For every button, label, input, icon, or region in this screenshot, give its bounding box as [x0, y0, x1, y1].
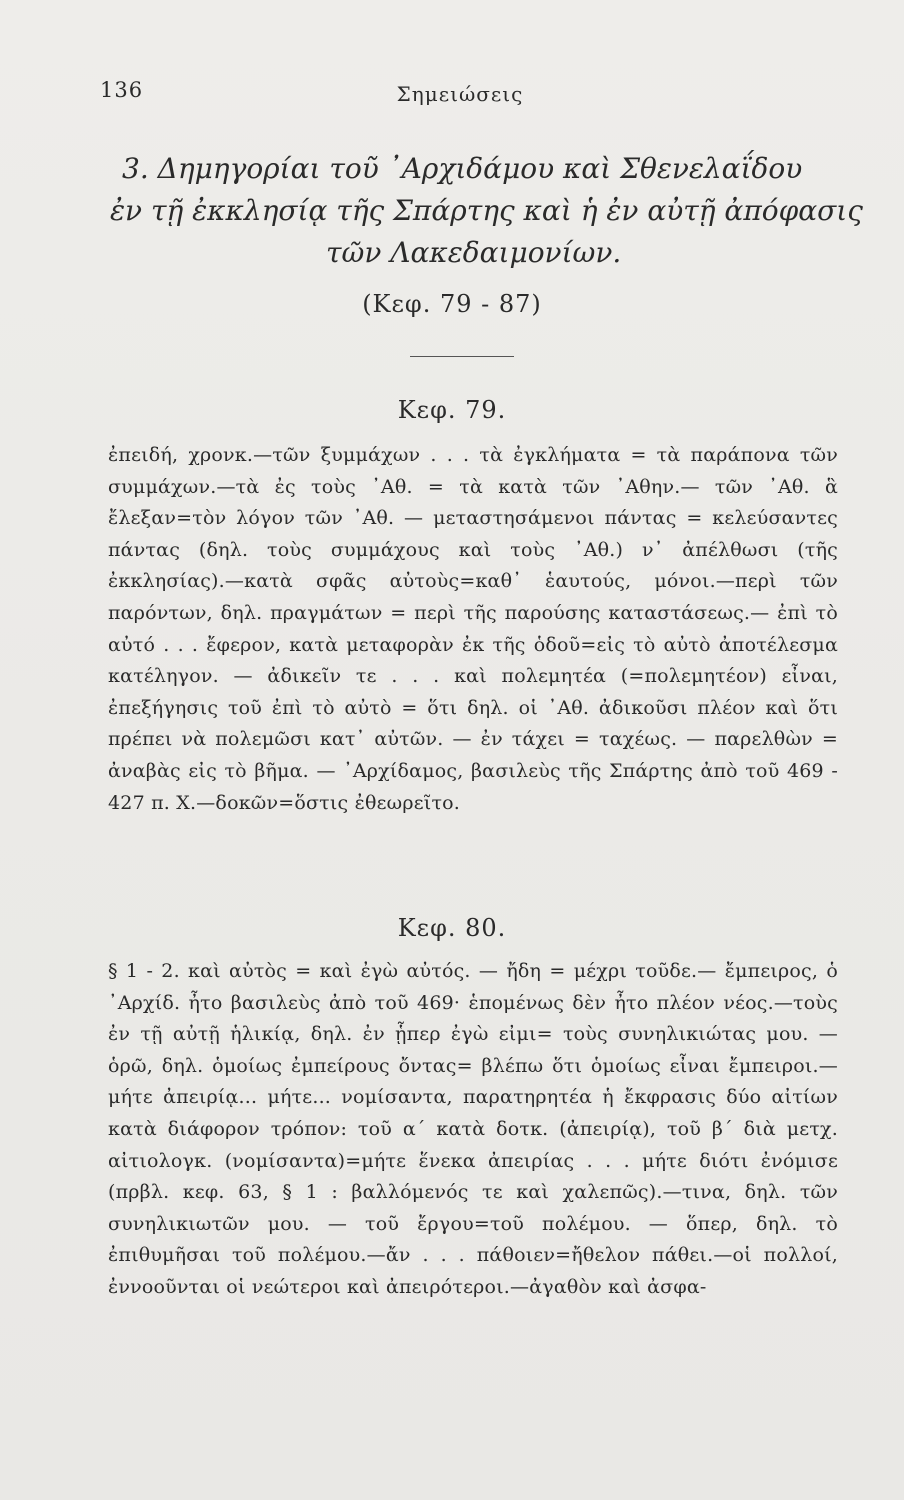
chapter-80-notes	[108, 956, 838, 1304]
divider-rule	[410, 356, 514, 357]
section-title	[110, 148, 863, 274]
title-line-1: 3. Δημηγορίαι τοῦ ᾿Αρχιδάμου καὶ Σθενελαΐδου	[122, 152, 803, 185]
chapter-80-paragraph: § 1 - 2. καὶ αὐτὸς = καὶ ἐγὼ αὐτός. — ἤδη = μέχρι τοῦδε.— ἔμπειρος, ὁ ᾿Αρχίδ. ἦτο βασιλεὺς ἀπὸ τοῦ 469· ἑπομένως δὲν ἦτο πλέον νέος.—τοὺς ἐν τῇ αὐτῇ ἡλικίᾳ, δηλ. ἐν ᾗπερ ἐγὼ εἰμι= τοὺς συνηλικιώτας μου. — ὁρῶ, δηλ. ὁμοίως ἐμπείρους ὄντας= βλέπω ὅτι ὁμοίως εἶναι ἔμπειροι.—μήτε ἀπειρίᾳ... μήτε... νομίσαντα, παρατηρητέα ἡ ἔκφρασις δύο αἰτίων κατὰ διάφορον τρόπον: τοῦ α΄ κατὰ δοτκ. (ἀπειρίᾳ), τοῦ β΄ διὰ μετχ. αἰτιολογκ. (νομίσαντα)=μήτε ἕνεκα ἀπειρίας . . . μήτε διότι ἐνόμισε (πρβλ. κεφ. 63, § 1 : βαλλόμενός τε καὶ χαλεπῶς).—τινα, δηλ. τῶν συνηλικιωτῶν μου. — τοῦ ἔργου=τοῦ πολέμου. — ὅπερ, δηλ. τὸ ἐπιθυμῆσαι τοῦ πολέμου.—ἄν . . . πάθοιεν=ἤθελον πάθει.—οἱ πολλοί, ἐννοοῦνται οἱ νεώτεροι καὶ ἀπειρότεροι.—ἀγαθὸν καὶ ἀσφα-	[108, 960, 838, 1298]
chapter-79-paragraph: ἐπειδή, χρονκ.—τῶν ξυμμάχων . . . τὰ ἐγκλήματα = τὰ παράπονα τῶν συμμάχων.—τὰ ἐς τοὺς ᾿Αθ. = τὰ κατὰ τῶν ᾿Αθην.— τῶν ᾿Αθ. ἃ ἔλεξαν=τὸν λόγον τῶν ᾿Αθ. — μεταστησάμενοι πάντας = κελεύσαντες πάντας (δηλ. τοὺς συμμάχους καὶ τοὺς ᾿Αθ.) ν᾿ ἀπέλθωσι (τῆς ἐκκλησίας).—κατὰ σφᾶς αὐτοὺς=καθ᾿ ἑαυτούς, μόνοι.—περὶ τῶν παρόντων, δηλ. πραγμάτων = περὶ τῆς παρούσης καταστάσεως.— ἐπὶ τὸ αὐτό . . . ἔφερον, κατὰ μεταφορὰν ἐκ τῆς ὁδοῦ=εἰς τὸ αὐτὸ ἀποτέλεσμα κατέληγον. — ἀδικεῖν τε . . . καὶ πολεμητέα (=πολεμητέον) εἶναι, ἐπεξήγησις τοῦ ἐπὶ τὸ αὐτὸ = ὅτι δηλ. οἱ ᾿Αθ. ἀδικοῦσι πλέον καὶ ὅτι πρέπει νὰ πολεμῶσι κατ᾿ αὐτῶν. — ἐν τάχει = ταχέως. — παρελθὼν = ἀναβὰς εἰς τὸ βῆμα. — ᾿Αρχίδαμος, βασιλεὺς τῆς Σπάρτης ἀπὸ τοῦ 469 - 427 π. Χ.—δοκῶν=ὅστις ἐθεωρεῖτο.	[108, 444, 838, 814]
running-head: Σημειώσεις	[396, 82, 524, 106]
chapter-range: (Κεφ. 79 - 87)	[362, 290, 542, 318]
chapter-heading-80: Κεφ. 80.	[397, 914, 507, 942]
page-header	[100, 78, 820, 108]
page-number: 136	[100, 78, 144, 102]
chapter-heading-79: Κεφ. 79.	[397, 396, 507, 424]
title-line-3: τῶν Λακεδαιμονίων.	[326, 236, 622, 269]
chapter-79-notes	[108, 440, 838, 819]
title-line-2: ἐν τῇ ἐκκλησίᾳ τῆς Σπάρτης καὶ ἡ ἐν αὐτῇ ἀπόφασις	[110, 194, 863, 227]
